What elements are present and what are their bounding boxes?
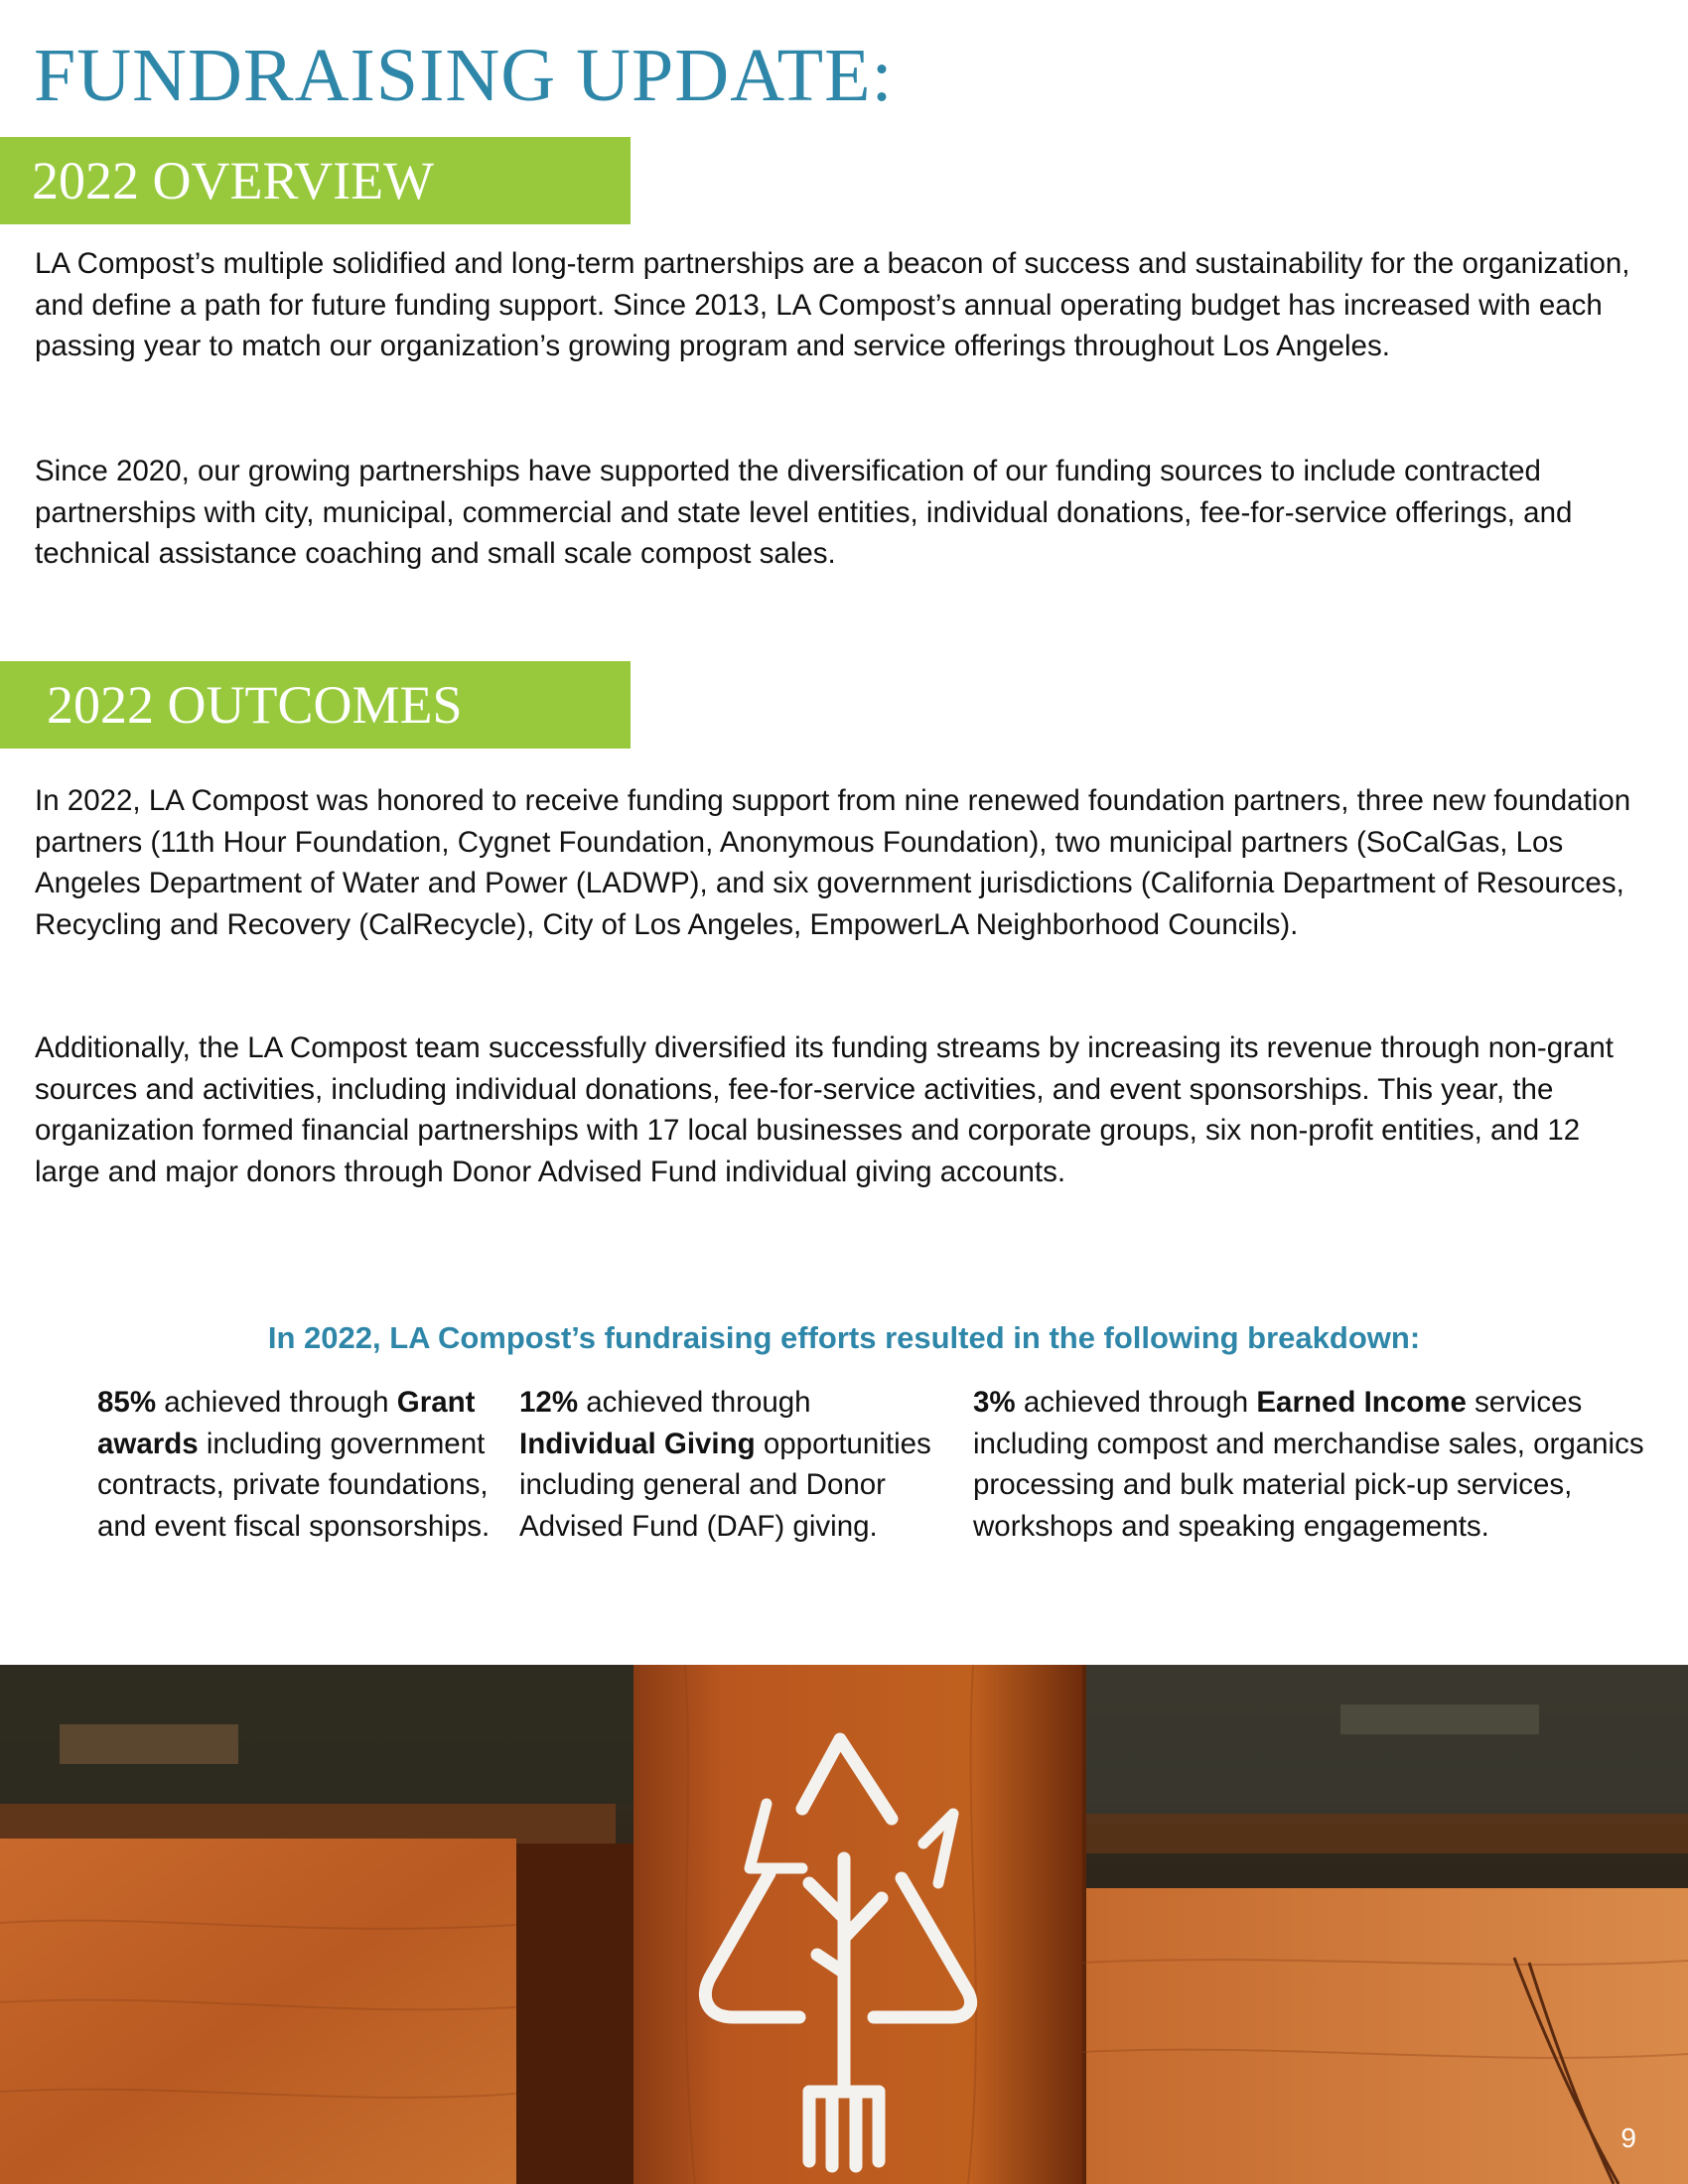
earned-income-text-b: services including compost and merchandise sales, organics processing and bulk material pick-up services, workshops and speaking engagements.: [973, 1386, 1644, 1544]
overview-heading-band: [0, 137, 631, 224]
breakdown-grants: [97, 1382, 494, 1548]
page-title: FUNDRAISING UPDATE:: [34, 34, 894, 117]
compost-bin-photo-art: [0, 1665, 1688, 2184]
overview-paragraph: Since 2020, our growing partnerships have supported the diversification of our funding sources to include contracted partnerships with city, municipal, commercial and state level entities, individual donations, fee-for-service offerings, and technical assistance coaching and small scale compost sales.: [35, 455, 1573, 571]
individual-giving-percent: 12%: [519, 1386, 579, 1419]
overview-paragraph: LA Compost’s multiple solidified and long-term partnerships are a beacon of success and sustainability for the organization, and define a path for future funding support. Since 2013, LA Compost’s annual operating budget has increased with each passing year to match our organization’s growing program and service offerings throughout Los Angeles.: [35, 247, 1630, 363]
individual-giving-category: Individual Giving: [519, 1427, 756, 1460]
compost-bin-photo: [0, 1665, 1688, 2184]
grants-text-a: achieved through: [156, 1386, 397, 1419]
breakdown-heading: In 2022, LA Compost’s fundraising efforts resulted in the following breakdown:: [267, 1320, 1421, 1355]
earned-income-text-a: achieved through: [1015, 1386, 1257, 1419]
outcomes-paragraph: In 2022, LA Compost was honored to receive funding support from nine renewed foundation partners, three new foundation partners (11th Hour Foundation, Cygnet Foundation, Anonymous Foundation), two municipal partners (SoCalGas, Los Angeles Department of Water and Power (LADWP), and six government jurisdictions (California Department of Resources, Recycling and Recovery (CalRecycle), City of Los Angeles, EmpowerLA Neighborhood Councils).: [35, 784, 1631, 942]
overview-heading: 2022 OVERVIEW: [32, 151, 435, 210]
breakdown-individual-giving: [519, 1382, 946, 1548]
outcomes-heading: 2022 OUTCOMES: [47, 675, 463, 735]
individual-giving-text-b: opportunities including general and Donor Advised Fund (DAF) giving.: [519, 1427, 931, 1544]
individual-giving-text-a: achieved through: [578, 1386, 811, 1419]
grants-category: Grant awards: [97, 1386, 476, 1460]
grants-text-b: including government contracts, private foundations, and event fiscal sponsorships.: [97, 1427, 491, 1544]
breakdown-earned-income: [973, 1382, 1648, 1548]
earned-income-category: Earned Income: [1256, 1386, 1467, 1419]
page-number: 9: [1620, 2122, 1636, 2153]
outcomes-paragraph: Additionally, the LA Compost team successfully diversified its funding streams by increasing its revenue through non-grant sources and activities, including individual donations, fee-for-service activities, and event sponsorships. This year, the organization formed financial partnerships with 17 local businesses and corporate groups, six non-profit entities, and 12 large and major donors through Donor Advised Fund individual giving accounts.: [35, 1031, 1614, 1189]
earned-income-percent: 3%: [973, 1386, 1016, 1419]
grants-percent: 85%: [97, 1386, 157, 1419]
outcomes-heading-band: [0, 661, 631, 749]
